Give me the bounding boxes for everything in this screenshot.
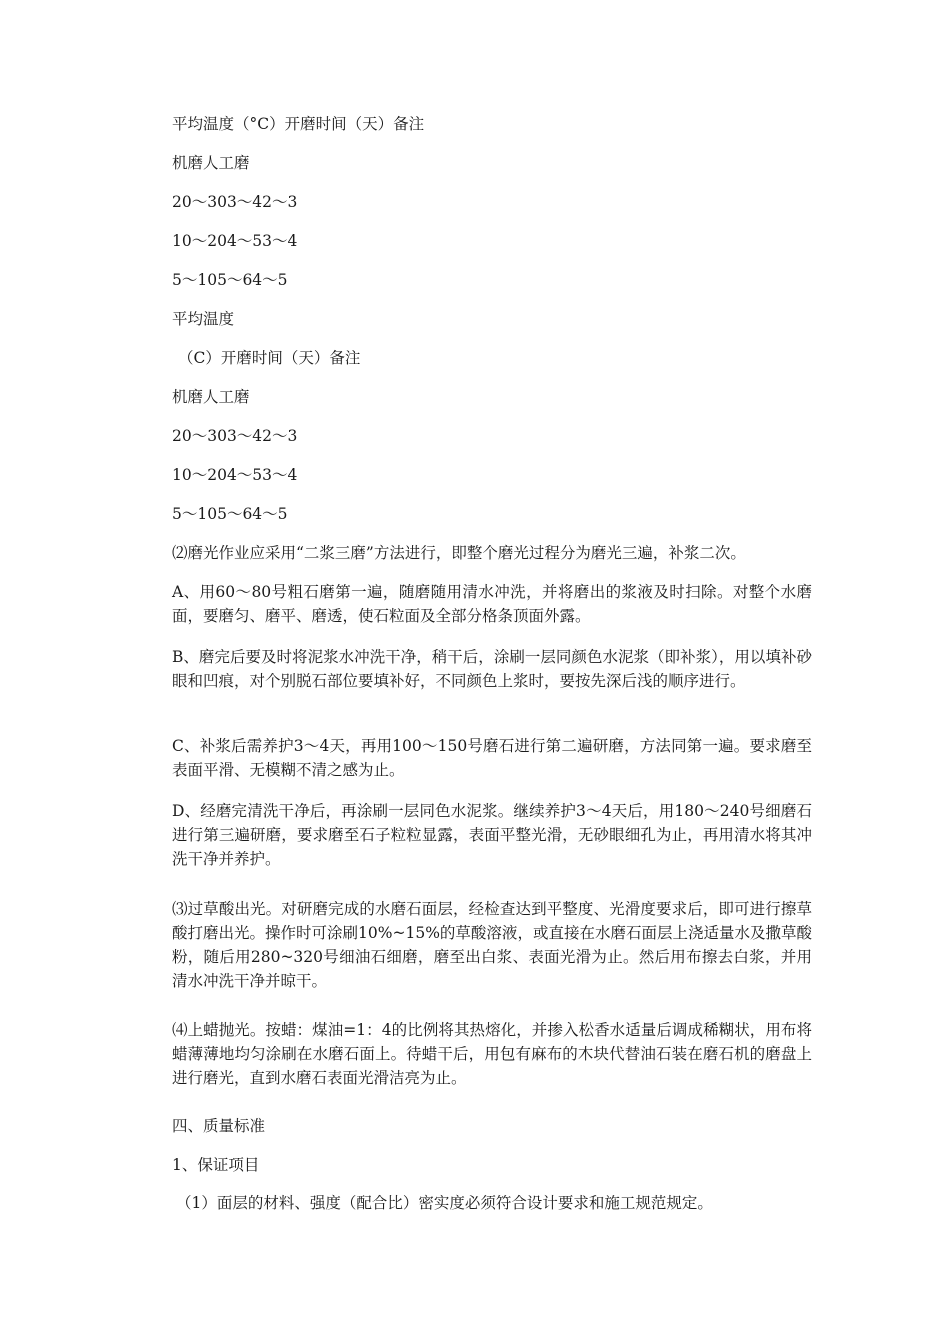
table2-row: 10～204～53～4	[172, 466, 298, 484]
guarantee-item-1: （1）面层的材料、强度（配合比）密实度必须符合设计要求和施工规范规定。	[176, 1194, 713, 1212]
table2-header-a: 平均温度	[172, 310, 235, 328]
table1-row: 20～303～42～3	[172, 193, 298, 211]
paragraph-step-2: ⑵磨光作业应采用“二浆三磨”方法进行，即整个磨光过程分为磨光三遍，补浆二次。	[172, 544, 746, 562]
table2-subheader: 机磨人工磨	[172, 388, 250, 406]
paragraph-step-3: ⑶过草酸出光。对研磨完成的水磨石面层，经检查达到平整度、光滑度要求后，即可进行擦草酸打磨出光。操作时可涂刷10%~15%的草酸溶液，或直接在水磨石面层上浇适量水及撒草酸粉，随后用280~320号细油石细磨，磨至出白浆、表面光滑为止。然后用布擦去白浆，并用清水冲洗干净并晾干。	[172, 900, 812, 990]
table1-row: 10～204～53～4	[172, 232, 298, 250]
table1-row: 5～105～64～5	[172, 271, 288, 289]
paragraph-step-d: D、经磨完清洗干净后，再涂刷一层同色水泥浆。继续养护3～4天后，用180～240号细磨石进行第三遍研磨，要求磨至石子粒粒显露，表面平整光滑，无砂眼细孔为止，再用清水将其冲洗干净并养护。	[172, 802, 812, 868]
table2-row: 5～105～64～5	[172, 505, 288, 523]
paragraph-step-a: A、用60～80号粗石磨第一遍，随磨随用清水冲洗，并将磨出的浆液及时扫除。对整个水磨面，要磨匀、磨平、磨透，使石粒面及全部分格条顶面外露。	[172, 583, 812, 625]
subsection-heading-guarantee: 1、保证项目	[172, 1156, 260, 1174]
table2-row: 20～303～42～3	[172, 427, 298, 445]
paragraph-step-b: B、磨完后要及时将泥浆水冲洗干净，稍干后，涂刷一层同颜色水泥浆（即补浆），用以填补砂眼和凹痕，对个别脱石部位要填补好，不同颜色上浆时，要按先深后浅的顺序进行。	[172, 648, 812, 690]
paragraph-step-4: ⑷上蜡抛光。按蜡：煤油=1：4的比例将其热熔化，并掺入松香水适量后调成稀糊状，用布将蜡薄薄地均匀涂刷在水磨石面上。待蜡干后，用包有麻布的木块代替油石装在磨石机的磨盘上进行磨光，直到水磨石表面光滑洁亮为止。	[172, 1021, 812, 1087]
section-heading-quality: 四、质量标准	[172, 1117, 266, 1135]
table2-header-b: （C）开磨时间（天）备注	[178, 349, 361, 367]
table1-subheader: 机磨人工磨	[172, 154, 250, 172]
paragraph-step-c: C、补浆后需养护3～4天，再用100～150号磨石进行第二遍研磨，方法同第一遍。要求磨至表面平滑、无模糊不清之感为止。	[172, 737, 812, 779]
table1-header: 平均温度（°C）开磨时间（天）备注	[172, 115, 425, 133]
